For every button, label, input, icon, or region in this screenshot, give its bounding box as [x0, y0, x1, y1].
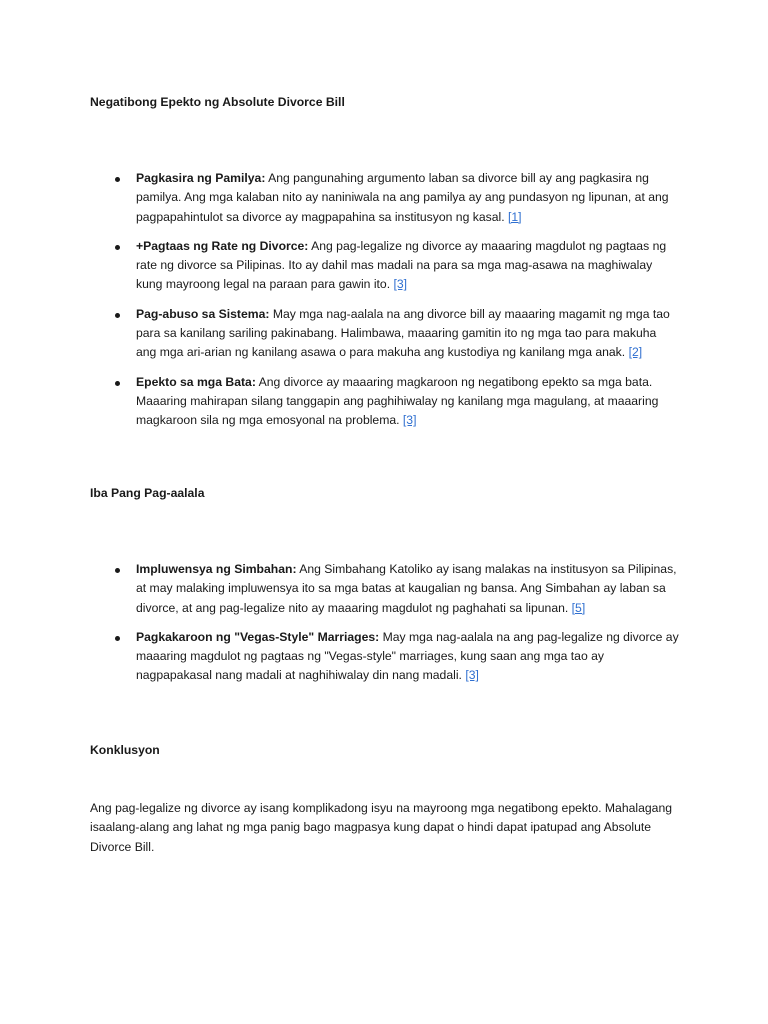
bullet-icon — [115, 568, 120, 573]
list-item — [90, 560, 680, 618]
bullet-icon — [115, 245, 120, 250]
bullet-icon — [115, 381, 120, 386]
bullet-icon — [115, 177, 120, 182]
item-text: Ang divorce ay maaaring magkaroon ng negatibong epekto sa mga bata. Maaaring mahirapan silang tanggapin ang paghihiwalay ng kanilang mga magulang, at maaaring magkaroon sila ng mga emosyonal na problema. — [136, 374, 659, 428]
list-item — [90, 169, 680, 227]
section-heading-iba-pang-pag-aalala: Iba Pang Pag-aalala — [90, 486, 205, 500]
reference-link[interactable]: [5] — [571, 600, 586, 615]
reference-link[interactable]: [1] — [507, 209, 522, 224]
reference-link[interactable]: [3] — [402, 413, 417, 428]
bullet-icon — [115, 636, 120, 641]
item-title: Epekto sa mga Bata: — [136, 374, 256, 389]
section-heading-konklusyon: Konklusyon — [90, 743, 160, 757]
item-text: Ang Simbahang Katoliko ay isang malakas na institusyon sa Pilipinas, at may malaking impluwensya ito sa mga batas at kaugalian ng bansa. Ang Simbahan ay laban sa divorce, at ang pag-legalize nito ay maaaring magdulot ng paghahati sa lipunan. — [136, 562, 677, 615]
item-title: Pagkasira ng Pamilya: — [136, 171, 266, 185]
negatibong-epekto-list — [90, 169, 680, 441]
section-heading-negatibong-epekto: Negatibong Epekto ng Absolute Divorce Bill — [90, 95, 345, 109]
list-item — [90, 373, 680, 431]
item-text: Ang pangunahing argumento laban sa divorce bill ay ang pagkasira ng pamilya. Ang mga kalaban nito ay naniniwala na ang pamilya ay ang pundasyon ng lipunan, at ang pagpapahintulot sa divorce ay magpapahina sa institusyon ng kasal. — [136, 171, 669, 224]
item-text: Ang pag-legalize ng divorce ay maaaring magdulot ng pagtaas ng rate ng divorce sa Pilipinas. Ito ay dahil mas madali na para sa mga mag-asawa na maghiwalay kung mayroong legal na paraan para gawin ito. — [136, 238, 667, 292]
list-item — [90, 237, 680, 295]
conclusion-paragraph: Ang pag-legalize ng divorce ay isang komplikadong isyu na mayroong mga negatibong epekto. Mahalagang isaalang-alang ang lahat ng mga panig bago magpasya kung dapat o hindi dapat ipatupad ang Absolute Divorce Bill. — [90, 801, 672, 854]
reference-link[interactable]: [3] — [465, 668, 479, 683]
reference-link[interactable]: [2] — [628, 345, 643, 360]
item-title: +Pagtaas ng Rate ng Divorce: — [136, 238, 309, 253]
reference-link[interactable]: [3] — [393, 277, 408, 292]
item-title: Pag-abuso sa Sistema: — [136, 306, 270, 321]
list-item — [90, 628, 680, 686]
item-title: Impluwensya ng Simbahan: — [136, 562, 297, 576]
item-text: May mga nag-aalala na ang pag-legalize ng divorce ay maaaring magdulot ng pagtaas ng "Vegas-style" marriages, kung saan ang mga tao ay nagpapakasal nang madali at naghihiwalay din nang madali. — [136, 629, 679, 683]
list-item — [90, 305, 680, 363]
item-title: Pagkakaroon ng "Vegas-Style" Marriages: — [136, 629, 380, 644]
iba-pang-pag-aalala-list — [90, 560, 680, 696]
item-text: May mga nag-aalala na ang divorce bill ay maaaring magamit ng mga tao para sa kanilang sariling pakinabang. Halimbawa, maaaring gamitin ito ng mga tao para makuha ang mga ari-arian ng kanilang asawa o para makuha ang kustodiya ng kanilang mga anak. — [136, 306, 670, 360]
bullet-icon — [115, 313, 120, 318]
